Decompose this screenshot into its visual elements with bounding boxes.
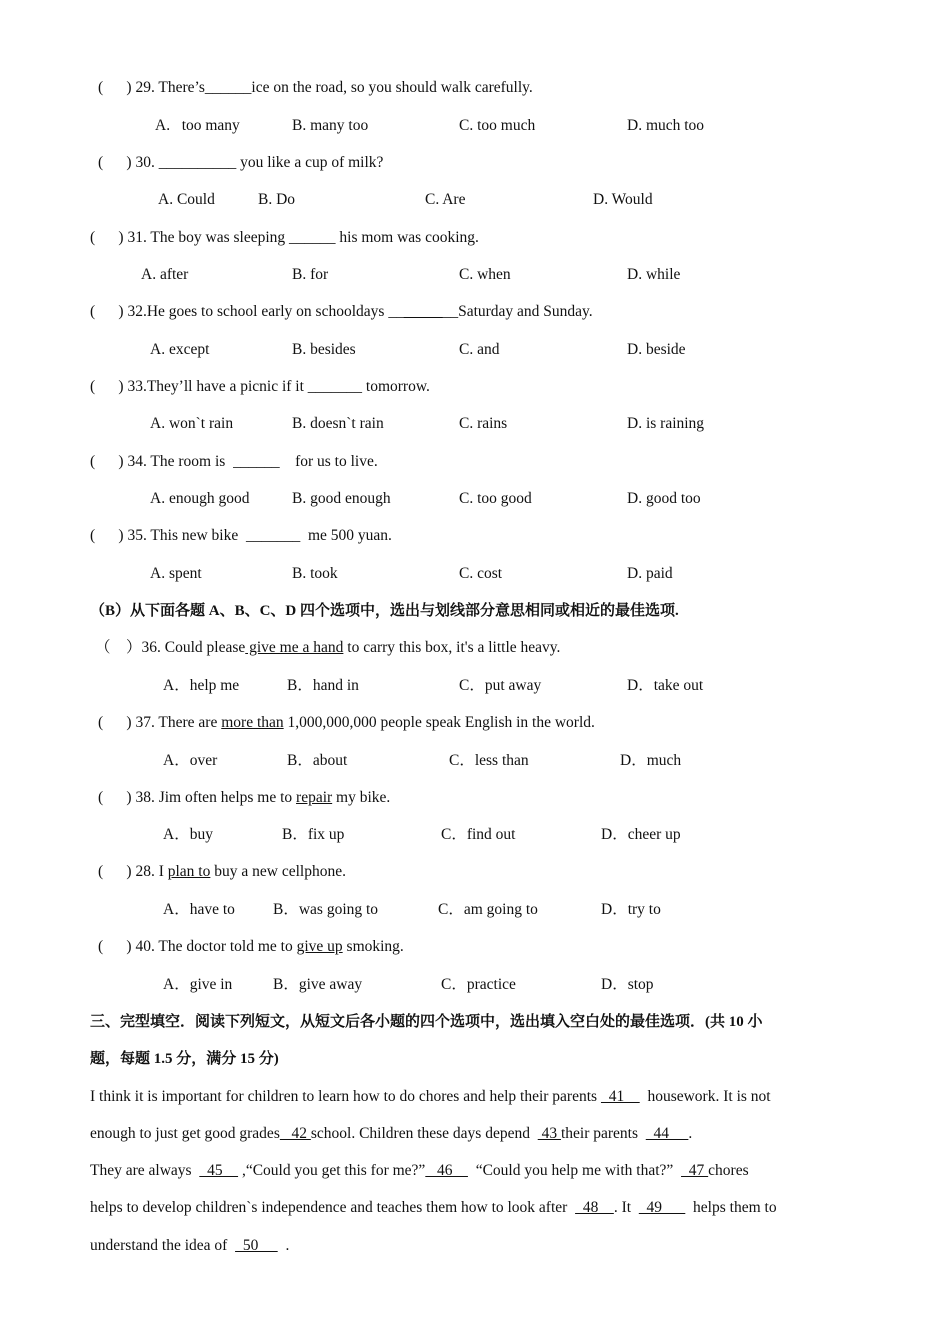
cloze-line-4 xyxy=(90,1198,777,1218)
question-40-underlined: give up xyxy=(296,938,343,955)
option-31-b: B. for xyxy=(292,266,329,283)
option-29-b: B. many too xyxy=(292,117,369,134)
option-29-d: D. much too xyxy=(627,117,705,134)
option-40-d: D．stop xyxy=(601,976,654,993)
cloze-blank-48: 48 xyxy=(575,1199,614,1216)
option-39-c: C．am going to xyxy=(438,901,538,918)
option-36-b: B．hand in xyxy=(287,677,359,694)
option-40-b: B．give away xyxy=(273,976,363,993)
question-35: ( ) 35. This new bike _______ me 500 yuan. xyxy=(90,527,392,544)
question-32 xyxy=(90,302,593,322)
cloze-text: helps to develop children`s independence and teaches them how to look after xyxy=(90,1199,576,1216)
cloze-text: their parents xyxy=(560,1125,646,1142)
cloze-text: enough to just get good grades xyxy=(90,1125,280,1142)
cloze-blank-50: 50 xyxy=(235,1237,278,1254)
cloze-text: chores xyxy=(708,1162,749,1179)
cloze-text: ,“Could you get this for me?” xyxy=(238,1162,426,1179)
question-36-post: to carry this box, it's a little heavy. xyxy=(343,639,561,656)
cloze-blank-42: 42 xyxy=(279,1125,311,1142)
cloze-blank-45: 45 xyxy=(199,1162,239,1179)
cloze-text: school. Children these days depend xyxy=(310,1125,538,1142)
question-40 xyxy=(98,937,404,957)
question-33: ( ) 33.They’ll have a picnic if it _______ tomorrow. xyxy=(90,378,430,395)
question-30: ( ) 30. __________ you like a cup of milk? xyxy=(98,154,384,171)
question-39 xyxy=(98,862,346,882)
cloze-blank-43: 43 xyxy=(537,1125,561,1142)
option-35-a: A. spent xyxy=(150,565,202,582)
question-36-pre: （ ）36. Could please xyxy=(95,639,246,656)
cloze-text: housework. It is not xyxy=(639,1088,771,1105)
section-3-heading-line2: 题，每题 1.5 分，满分 15 分) xyxy=(90,1051,279,1067)
option-33-b: B. doesn`t rain xyxy=(292,415,384,432)
cloze-blank-44: 44 xyxy=(645,1125,689,1142)
question-38-underlined: repair xyxy=(296,789,333,806)
option-31-a: A. after xyxy=(141,266,189,283)
question-29: ( ) 29. There’s______ice on the road, so you should walk carefully. xyxy=(98,79,533,96)
option-31-c: C. when xyxy=(459,266,511,283)
option-29-c: C. too much xyxy=(459,117,536,134)
cloze-blank-49: 49 xyxy=(638,1199,686,1216)
option-36-c: C．put away xyxy=(459,677,542,694)
option-34-b: B. good enough xyxy=(292,490,391,507)
option-30-b: B. Do xyxy=(258,191,296,208)
cloze-text: “Could you help me with that?” xyxy=(467,1162,682,1179)
option-38-b: B．fix up xyxy=(282,826,345,843)
cloze-text: They are always xyxy=(90,1162,200,1179)
cloze-line-1 xyxy=(90,1087,771,1107)
cloze-line-2 xyxy=(90,1124,692,1144)
option-30-a: A. Could xyxy=(158,191,215,208)
option-32-c: C. and xyxy=(459,341,500,358)
cloze-text: helps them to xyxy=(685,1199,777,1216)
option-33-d: D. is raining xyxy=(627,415,705,432)
option-31-d: D. while xyxy=(627,266,681,283)
question-32-stem-end: __Saturday and Sunday. xyxy=(442,303,593,320)
cloze-line-5 xyxy=(90,1236,289,1256)
option-39-b: B．was going to xyxy=(273,901,379,918)
question-38-post: my bike. xyxy=(332,789,391,806)
question-37-underlined: more than xyxy=(221,714,284,731)
option-38-c: C．find out xyxy=(441,826,516,843)
cloze-text: understand the idea of xyxy=(90,1237,236,1254)
option-38-a: A．buy xyxy=(163,826,213,843)
question-39-pre: ( ) 28. I xyxy=(98,863,168,880)
question-38-pre: ( ) 38. Jim often helps me to xyxy=(98,789,297,806)
question-37 xyxy=(98,713,595,733)
option-40-c: C．practice xyxy=(441,976,516,993)
option-35-b: B. took xyxy=(292,565,338,582)
question-38 xyxy=(98,788,390,808)
option-30-d: D. Would xyxy=(593,191,653,208)
cloze-blank-46: 46 xyxy=(425,1162,468,1179)
cloze-line-3 xyxy=(90,1161,749,1181)
section-b-heading: （B）从下面各题 A、B、C、D 四个选项中，选出与划线部分意思相同或相近的最佳选项. xyxy=(90,603,679,619)
option-34-a: A. enough good xyxy=(150,490,250,507)
question-31: ( ) 31. The boy was sleeping ______ his mom was cooking. xyxy=(90,229,479,246)
cloze-text: I think it is important for children to learn how to do chores and help their parents xyxy=(90,1088,601,1105)
question-40-post: smoking. xyxy=(342,938,404,955)
option-36-d: D．take out xyxy=(627,677,704,694)
option-36-a: A．help me xyxy=(163,677,240,694)
option-32-d: D. beside xyxy=(627,341,686,358)
cloze-text: . xyxy=(277,1237,290,1254)
option-32-b: B. besides xyxy=(292,341,356,358)
cloze-blank-47: 47 xyxy=(681,1162,709,1179)
option-40-a: A．give in xyxy=(163,976,233,993)
option-30-c: C. Are xyxy=(425,191,466,208)
question-32-blank: _____ xyxy=(403,303,443,320)
section-3-heading-line1: 三、完型填空．阅读下列短文，从短文后各小题的四个选项中，选出填入空白处的最佳选项．(共 10 小 xyxy=(90,1014,763,1030)
option-39-d: D．try to xyxy=(601,901,661,918)
option-35-c: C. cost xyxy=(459,565,503,582)
question-36-underlined: give me a hand xyxy=(245,639,344,656)
option-29-a: A. too many xyxy=(155,117,240,134)
option-37-b: B．about xyxy=(287,752,348,769)
option-34-d: D. good too xyxy=(627,490,701,507)
option-35-d: D. paid xyxy=(627,565,673,582)
question-37-post: 1,000,000,000 people speak English in the world. xyxy=(283,714,595,731)
question-34: ( ) 34. The room is ______ for us to live. xyxy=(90,453,378,470)
option-32-a: A. except xyxy=(150,341,210,358)
question-40-pre: ( ) 40. The doctor told me to xyxy=(98,938,297,955)
question-36 xyxy=(95,638,560,658)
cloze-blank-41: 41 xyxy=(600,1088,640,1105)
option-38-d: D．cheer up xyxy=(601,826,681,843)
option-37-c: C．less than xyxy=(449,752,529,769)
option-34-c: C. too good xyxy=(459,490,532,507)
option-37-d: D．much xyxy=(620,752,682,769)
option-37-a: A．over xyxy=(163,752,218,769)
question-39-underlined: plan to xyxy=(167,863,211,880)
cloze-text: . xyxy=(688,1125,693,1142)
question-37-pre: ( ) 37. There are xyxy=(98,714,222,731)
option-33-a: A. won`t rain xyxy=(150,415,234,432)
option-33-c: C. rains xyxy=(459,415,508,432)
question-32-stem: ( ) 32.He goes to school early on schooldays __ xyxy=(90,303,404,320)
option-39-a: A．have to xyxy=(163,901,235,918)
question-39-post: buy a new cellphone. xyxy=(210,863,346,880)
cloze-text: . It xyxy=(613,1199,639,1216)
